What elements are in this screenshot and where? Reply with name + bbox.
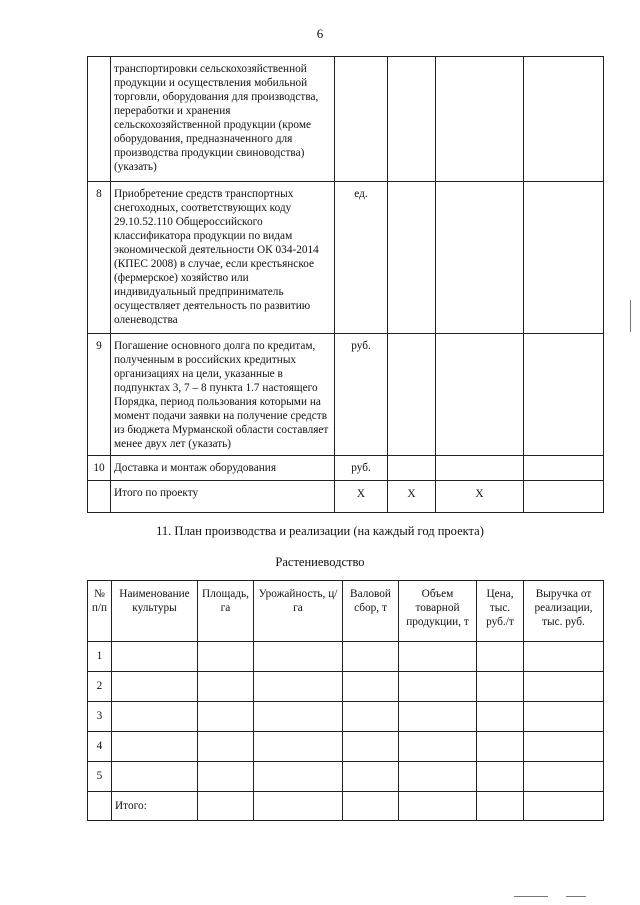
table-cell bbox=[524, 57, 604, 182]
table-cell bbox=[524, 762, 604, 792]
table-cell bbox=[112, 642, 198, 672]
table-cell bbox=[88, 481, 111, 513]
table-cell bbox=[254, 702, 343, 732]
table-cell bbox=[436, 334, 524, 456]
table-cell bbox=[477, 762, 524, 792]
table-cell bbox=[399, 792, 477, 821]
table-row bbox=[88, 762, 604, 792]
table-cell bbox=[524, 672, 604, 702]
table-row bbox=[88, 334, 604, 456]
table-cell bbox=[198, 702, 254, 732]
table-cell bbox=[399, 732, 477, 762]
column-header: № п/п bbox=[88, 581, 112, 642]
table-cell bbox=[477, 702, 524, 732]
total-mark: Х bbox=[436, 481, 524, 513]
table-cell bbox=[112, 702, 198, 732]
scan-artifact bbox=[514, 896, 548, 897]
row-number: 4 bbox=[88, 732, 112, 762]
expenses-table bbox=[87, 56, 604, 513]
table-cell bbox=[343, 762, 399, 792]
table-cell bbox=[477, 732, 524, 762]
table-cell bbox=[198, 792, 254, 821]
table-cell bbox=[477, 672, 524, 702]
table-cell bbox=[254, 732, 343, 762]
table-cell bbox=[198, 762, 254, 792]
table-cell bbox=[399, 702, 477, 732]
total-label: Итого: bbox=[112, 792, 198, 821]
table-cell bbox=[524, 456, 604, 481]
row-number: 8 bbox=[88, 182, 111, 334]
table-row bbox=[88, 732, 604, 762]
table-cell bbox=[524, 481, 604, 513]
total-mark: Х bbox=[335, 481, 388, 513]
table-cell bbox=[88, 792, 112, 821]
table-cell bbox=[436, 57, 524, 182]
table-cell bbox=[399, 762, 477, 792]
column-header: Объем товарной продукции, т bbox=[399, 581, 477, 642]
row-number bbox=[88, 57, 111, 182]
header-row bbox=[88, 581, 604, 642]
table-cell bbox=[343, 702, 399, 732]
section-subtitle: Растениеводство bbox=[275, 555, 365, 569]
table-cell bbox=[388, 182, 436, 334]
table-cell bbox=[254, 642, 343, 672]
table-row bbox=[88, 672, 604, 702]
total-row bbox=[88, 792, 604, 821]
expense-description: транспортировки сельскохозяйственной продукции и осуществления мобильной торговли, оборудования для производства, переработки и хранения сельскохозяйственной продукции (кроме оборудования, предназначенного для производства продукции свиноводства) (указать) bbox=[111, 57, 335, 182]
section-title: 11. План производства и реализации (на каждый год проекта) bbox=[156, 524, 484, 538]
table-cell bbox=[112, 732, 198, 762]
column-header: Выручка от реализации, тыс. руб. bbox=[524, 581, 604, 642]
table-cell bbox=[198, 642, 254, 672]
expense-description: Доставка и монтаж оборудования bbox=[111, 456, 335, 481]
expense-unit bbox=[335, 57, 388, 182]
table-cell bbox=[388, 334, 436, 456]
column-header: Валовой сбор, т bbox=[343, 581, 399, 642]
total-label: Итого по проекту bbox=[111, 481, 335, 513]
table-cell bbox=[524, 334, 604, 456]
table-cell bbox=[254, 792, 343, 821]
column-header: Урожайность, ц/га bbox=[254, 581, 343, 642]
table-cell bbox=[254, 762, 343, 792]
table-cell bbox=[112, 672, 198, 702]
table-row bbox=[88, 702, 604, 732]
table-cell bbox=[254, 672, 343, 702]
table-cell bbox=[524, 182, 604, 334]
table-cell bbox=[198, 732, 254, 762]
row-number: 1 bbox=[88, 642, 112, 672]
production-table bbox=[87, 580, 604, 821]
row-number: 2 bbox=[88, 672, 112, 702]
table-row bbox=[88, 57, 604, 182]
column-header: Площадь, га bbox=[198, 581, 254, 642]
table-cell bbox=[343, 732, 399, 762]
expense-description: Приобретение средств транспортных снегоходных, соответствующих коду 29.10.52.110 Общероссийского классификатора продукции по видам экономической деятельности ОК 034-2014 (КПЕС 2008) в случае, если крестьянское (фермерское) хозяйство или индивидуальный предприниматель осуществляет деятельность по развитию оленеводства bbox=[111, 182, 335, 334]
table-cell bbox=[524, 642, 604, 672]
row-number: 5 bbox=[88, 762, 112, 792]
table-cell bbox=[524, 732, 604, 762]
table-cell bbox=[436, 456, 524, 481]
table-row bbox=[88, 642, 604, 672]
row-number: 3 bbox=[88, 702, 112, 732]
table-cell bbox=[388, 57, 436, 182]
table-cell bbox=[477, 792, 524, 821]
table-row bbox=[88, 456, 604, 481]
page-number: 6 bbox=[316, 26, 324, 41]
table-cell bbox=[477, 642, 524, 672]
table-cell bbox=[343, 672, 399, 702]
expense-unit: руб. bbox=[335, 334, 388, 456]
scan-artifact bbox=[630, 300, 631, 332]
table-cell bbox=[436, 182, 524, 334]
table-cell bbox=[524, 702, 604, 732]
expense-description: Погашение основного долга по кредитам, полученным в российских кредитных организациях на цели, указанные в подпунктах 3, 7 – 8 пункта 1.7 настоящего Порядка, период пользования которыми на момент подачи заявки на получение средств из бюджета Мурманской области составляет менее двух лет (указать) bbox=[111, 334, 335, 456]
table-cell bbox=[388, 456, 436, 481]
total-row bbox=[88, 481, 604, 513]
table-row bbox=[88, 182, 604, 334]
table-cell bbox=[343, 642, 399, 672]
scan-artifact bbox=[566, 896, 586, 897]
expense-unit: ед. bbox=[335, 182, 388, 334]
table-cell bbox=[198, 672, 254, 702]
table-cell bbox=[399, 672, 477, 702]
total-mark: Х bbox=[388, 481, 436, 513]
row-number: 9 bbox=[88, 334, 111, 456]
table-cell bbox=[112, 762, 198, 792]
table-cell bbox=[524, 792, 604, 821]
expense-unit: руб. bbox=[335, 456, 388, 481]
row-number: 10 bbox=[88, 456, 111, 481]
column-header: Наименование культуры bbox=[112, 581, 198, 642]
column-header: Цена, тыс. руб./т bbox=[477, 581, 524, 642]
table-cell bbox=[343, 792, 399, 821]
table-cell bbox=[399, 642, 477, 672]
